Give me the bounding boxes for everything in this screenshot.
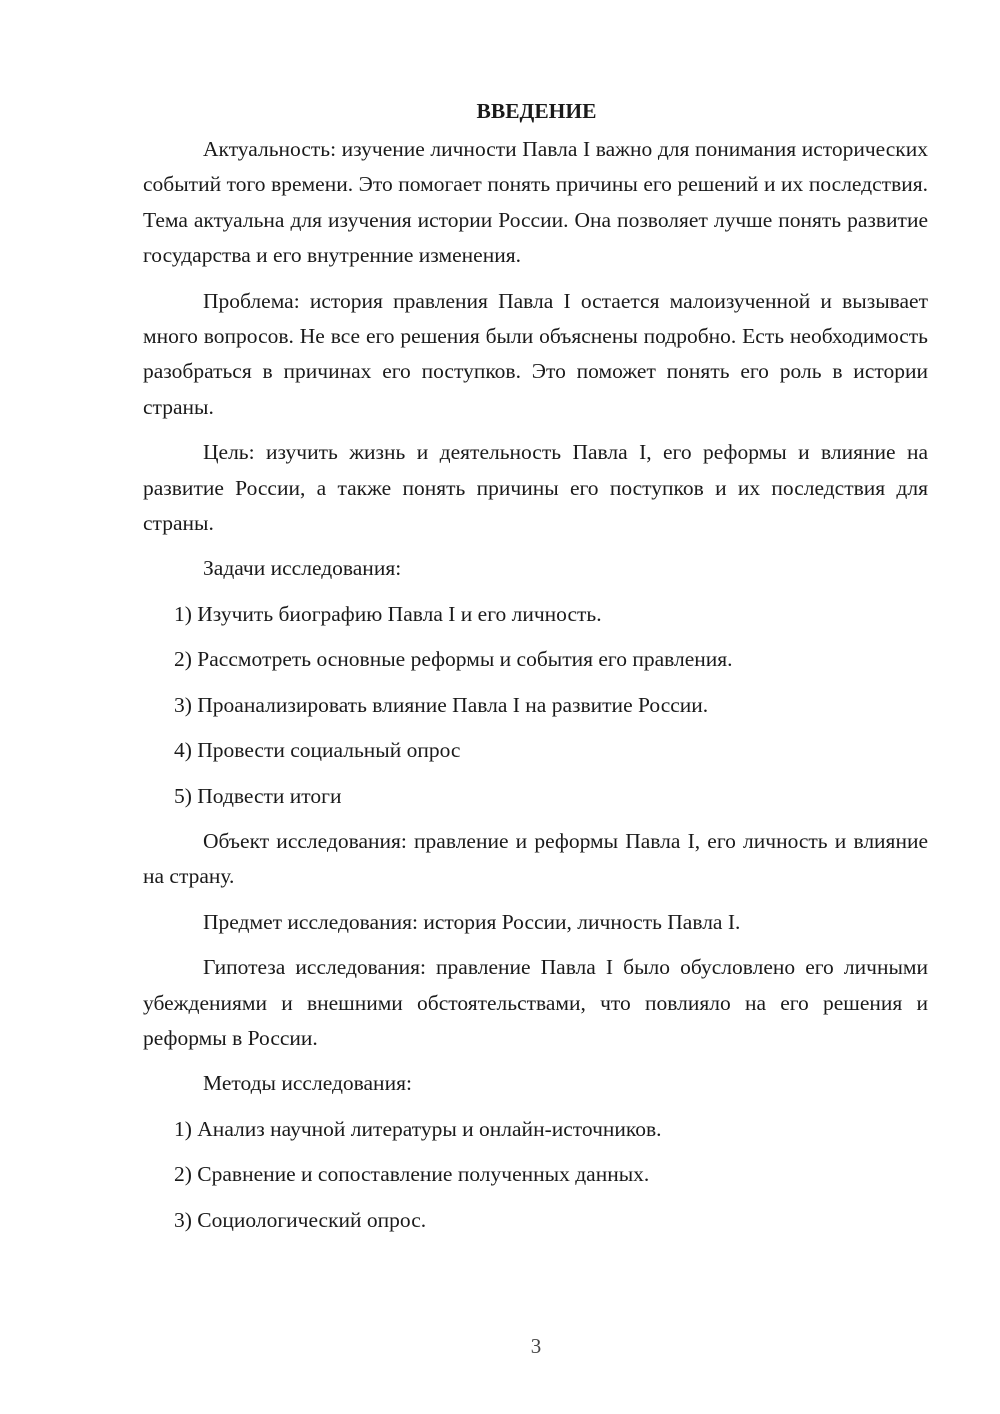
subject-paragraph: Предмет исследования: история России, личность Павла I. — [203, 909, 741, 934]
document-page — [143, 90, 928, 1248]
method-item: 3) Социологический опрос. — [174, 1207, 427, 1232]
methods-heading: Методы исследования: — [203, 1071, 412, 1096]
task-item: 2) Рассмотреть основные реформы и события его правления. — [174, 647, 733, 672]
section-title: ВВЕДЕНИЕ — [476, 99, 597, 123]
hypothesis-paragraph: Гипотеза исследования: правление Павла I было обусловлено его личными убеждениями и внешними обстоятельствами, что повлияло на его решения и реформы в России. — [143, 955, 928, 1050]
task-item: 3) Проанализировать влияние Павла I на развитие России. — [174, 692, 709, 717]
relevance-paragraph: Актуальность: изучение личности Павла I важно для понимания исторических событий того времени. Это помогает понять причины его решений и их последствия. Тема актуальна для изучения истории России. Она позволяет лучше понять развитие государства и его внутренние изменения. — [143, 137, 928, 268]
task-item: 5) Подвести итоги — [174, 783, 342, 808]
goal-paragraph: Цель: изучить жизнь и деятельность Павла I, его реформы и влияние на развитие России, а также понять причины его поступков и их последствия для страны. — [143, 440, 928, 536]
problem-paragraph: Проблема: история правления Павла I остается малоизученной и вызывает много вопросов. Не все его решения были объяснены подробно. Есть необходимость разобраться в причинах его поступков. Это поможет понять его роль в истории страны. — [143, 288, 928, 419]
tasks-list — [143, 597, 928, 814]
method-item: 2) Сравнение и сопоставление полученных данных. — [174, 1162, 650, 1187]
task-item: 1) Изучить биографию Павла I и его личность. — [174, 601, 602, 626]
task-item: 4) Провести социальный опрос — [174, 738, 461, 763]
method-item: 1) Анализ научной литературы и онлайн-источников. — [174, 1116, 662, 1141]
object-paragraph: Объект исследования: правление и реформы Павла I, его личность и влияние на страну. — [143, 828, 928, 889]
tasks-heading: Задачи исследования: — [203, 556, 402, 581]
methods-list — [143, 1112, 928, 1238]
page-number: 3 — [530, 1334, 542, 1358]
